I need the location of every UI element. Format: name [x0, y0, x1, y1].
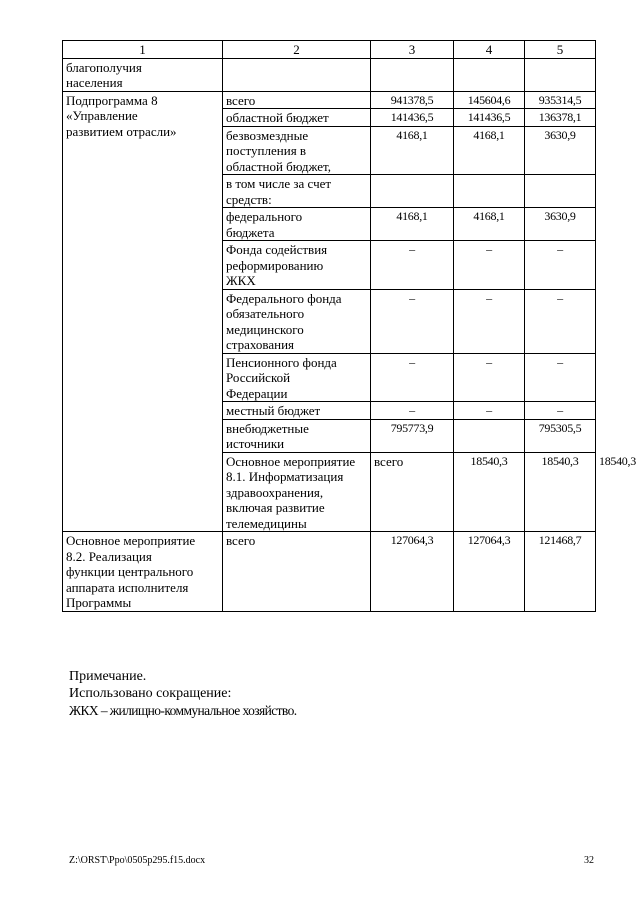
value-cell-v5: 3630,9: [525, 126, 596, 175]
table-row: Основное мероприятие 8.1. Информатизация здравоохранения, включая развитие телемедицины всего 18540,3 18540,3 18540,3: [63, 452, 596, 532]
value-cell-v5: –: [525, 353, 596, 402]
note-abbreviation: ЖКХ – жилищно-коммунальное хозяйство.: [69, 703, 297, 718]
funding-source-cell: безвозмездные поступления в областной бюджет,: [223, 126, 371, 175]
funding-source-cell: Фонда содействия реформированию ЖКХ: [223, 241, 371, 290]
value-cell-v4: 145604,6: [454, 91, 525, 109]
value-cell-v5: 935314,5: [525, 91, 596, 109]
value-cell-v3: –: [371, 402, 454, 420]
budget-table: [62, 40, 636, 612]
value-cell-v3: 127064,3: [371, 532, 454, 612]
value-cell-v5: –: [525, 402, 596, 420]
value-cell-v3: –: [371, 241, 454, 290]
funding-source-cell: местный бюджет: [223, 402, 371, 420]
program-name-cell: Основное мероприятие 8.2. Реализация функции центрального аппарата исполнителя Программы: [63, 532, 223, 612]
value-cell-v5: –: [525, 241, 596, 290]
funding-source-cell: в том числе за счет средств:: [223, 175, 371, 208]
value-cell-v5: –: [525, 289, 596, 353]
funding-source-cell: всего: [223, 91, 371, 109]
program-name-cell: Основное мероприятие 8.1. Информатизация здравоохранения, включая развитие телемедицины: [223, 452, 371, 532]
value-cell-v3: 795773,9: [371, 419, 454, 452]
value-cell-v4: 4168,1: [454, 126, 525, 175]
value-cell-v4: –: [454, 353, 525, 402]
value-cell-v3: 18540,3: [454, 452, 525, 532]
funding-source-cell: федерального бюджета: [223, 208, 371, 241]
value-cell-v3: 4168,1: [371, 208, 454, 241]
value-cell-v4: [454, 175, 525, 208]
table-header-row: [63, 41, 596, 59]
value-cell-v3: –: [371, 353, 454, 402]
value-cell-v4: 18540,3: [525, 452, 596, 532]
funding-source-cell: внебюджетные источники: [223, 419, 371, 452]
value-cell-v5: [525, 58, 596, 91]
value-cell-v3: 141436,5: [371, 109, 454, 127]
table-row: [63, 91, 596, 109]
note-intro: Использовано сокращение:: [69, 686, 232, 701]
page-number: 32: [584, 855, 594, 866]
table-body: [63, 58, 636, 611]
value-cell-v5: 121468,7: [525, 532, 596, 612]
funding-source-cell: Пенсионного фонда Российской Федерации: [223, 353, 371, 402]
value-cell-v4: 4168,1: [454, 208, 525, 241]
funding-source-cell: всего: [371, 452, 454, 532]
funding-source-cell: Федерального фонда обязательного медицинского страхования: [223, 289, 371, 353]
table-row: [63, 58, 596, 91]
value-cell-v5: 3630,9: [525, 208, 596, 241]
value-cell-v3: –: [371, 289, 454, 353]
column-header: 1: [63, 41, 223, 59]
value-cell-v5: 795305,5: [525, 419, 596, 452]
value-cell-v4: –: [454, 241, 525, 290]
value-cell-v3: [371, 58, 454, 91]
value-cell-v4: [454, 419, 525, 452]
footer-file-path: Z:\ORST\Ppo\0505p295.f15.docx: [69, 855, 206, 866]
value-cell-v5: [525, 175, 596, 208]
value-cell-v4: 127064,3: [454, 532, 525, 612]
program-name-cell: Подпрограмма 8 «Управление развитием отрасли»: [63, 91, 223, 532]
column-header: 3: [371, 41, 454, 59]
funding-source-cell: областной бюджет: [223, 109, 371, 127]
value-cell-v4: [454, 58, 525, 91]
funding-source-cell: всего: [223, 532, 371, 612]
value-cell-v5: 136378,1: [525, 109, 596, 127]
value-cell-v3: 4168,1: [371, 126, 454, 175]
value-cell-v4: 141436,5: [454, 109, 525, 127]
note-title: Примечание.: [69, 669, 147, 684]
funding-source-cell: [223, 58, 371, 91]
table-row: [63, 532, 596, 612]
column-header: 5: [525, 41, 596, 59]
note-block: [69, 668, 297, 719]
value-cell-v3: 941378,5: [371, 91, 454, 109]
column-header: 2: [223, 41, 371, 59]
value-cell-v3: [371, 175, 454, 208]
program-name-cell: благополучия населения: [63, 58, 223, 91]
column-header: 4: [454, 41, 525, 59]
value-cell-v4: –: [454, 289, 525, 353]
value-cell-v4: –: [454, 402, 525, 420]
